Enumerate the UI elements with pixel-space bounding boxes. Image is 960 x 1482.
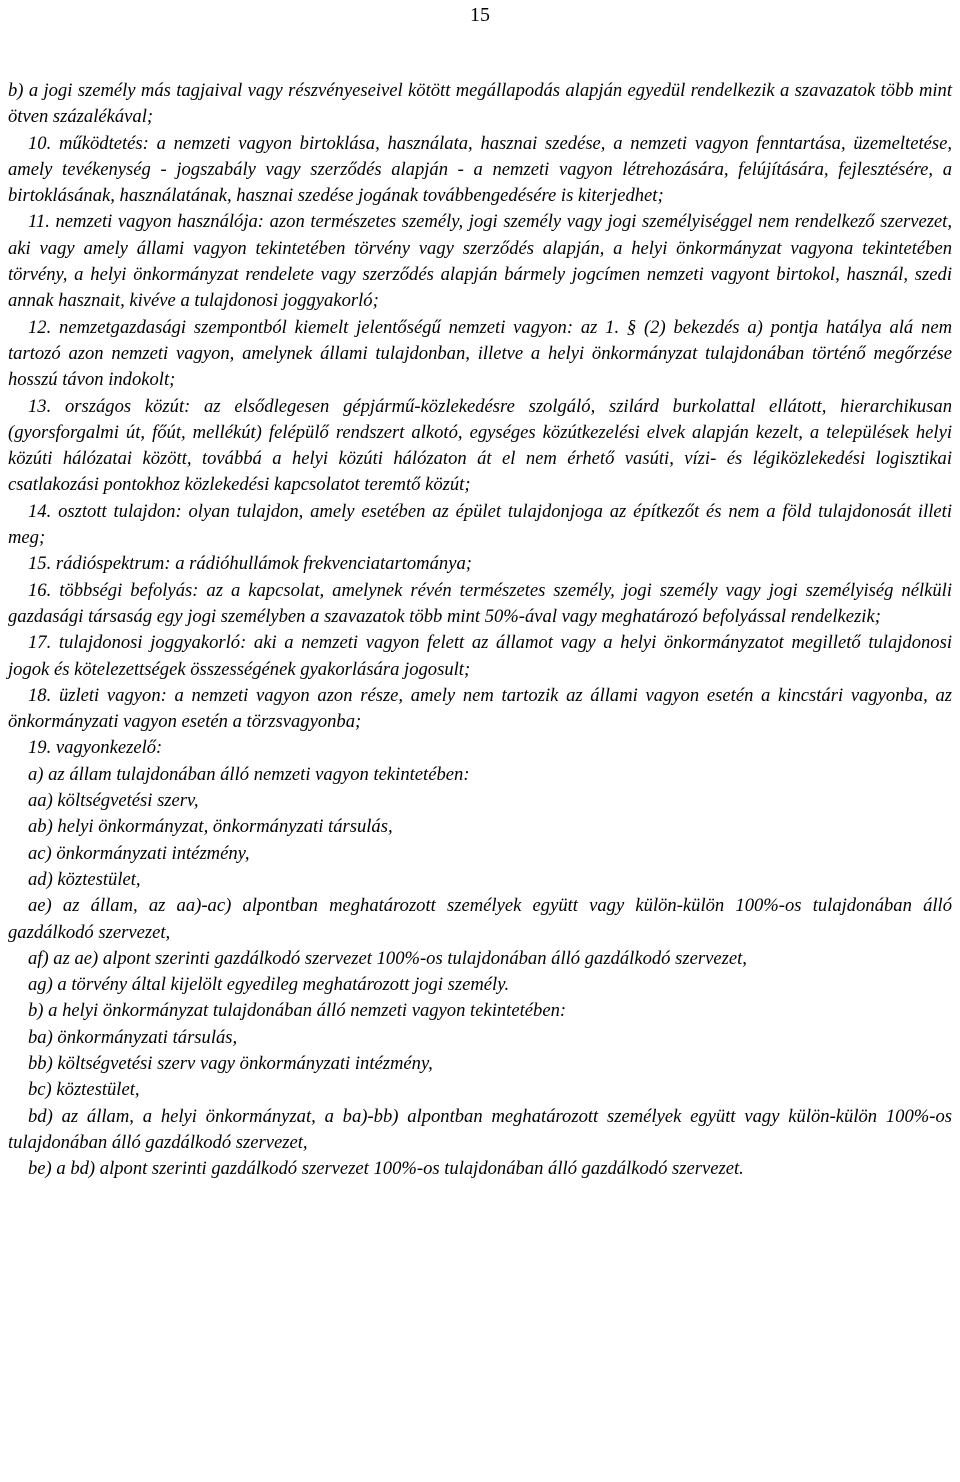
definition-19-a: a) az állam tulajdonában álló nemzeti vagyon tekintetében: [28, 763, 470, 785]
definition-12: 12. nemzetgazdasági szempontból kiemelt jelentőségű nemzeti vagyon: az 1. § (2) bekezdés a) pontja hatálya alá nem tartozó azon nemzeti vagyon, amelynek állami tulajdonban, illetve a helyi önkormányzat tulajdonában történő megőrzése hosszú távon indokolt; [8, 316, 952, 391]
definition-11: 11. nemzeti vagyon használója: azon természetes személy, jogi személy vagy jogi személyiséggel nem rendelkező szervezet, aki vagy amely állami vagyon tekintetében törvény vagy szerződés alapján, a helyi önkormányzat vagyona tekintetében törvény, a helyi önkormányzat rendelete vagy szerződés alapján bármely jogcímen nemzeti vagyont birtokol, használ, szedi annak hasznait, kivéve a tulajdonosi joggyakorló; [8, 211, 952, 312]
definition-19-ae: ae) az állam, az aa)-ac) alpontban meghatározott személyek együtt vagy külön-külön 100%-os tulajdonában álló gazdálkodó szervezet, [8, 895, 952, 943]
definition-18: 18. üzleti vagyon: a nemzeti vagyon azon része, amely nem tartozik az állami vagyon esetén a kincstári vagyonba, az önkormányzati vagyon esetén a törzsvagyonba; [8, 684, 952, 733]
definition-19-bd: bd) az állam, a helyi önkormányzat, a ba)-bb) alpontban meghatározott személyek együtt vagy külön-külön 100%-os tulajdonában álló gazdálkodó szervezet, [8, 1105, 952, 1153]
definition-19-b: b) a helyi önkormányzat tulajdonában álló nemzeti vagyon tekintetében: [28, 1000, 567, 1022]
definition-15: 15. rádióspektrum: a rádióhullámok frekvenciatartománya; [28, 553, 472, 575]
definition-10: 10. működtetés: a nemzeti vagyon birtoklása, használata, hasznai szedése, a nemzeti vagyon fenntartása, üzemeltetése, amely tevékenység - jogszabály vagy szerződés alapján - a nemzeti vagyon létrehozására, felújítására, fejlesztésére, a birtoklásának, használatának, hasznai szedése jogának továbbengedésére is kiterjedhet; [8, 132, 952, 207]
definition-19-aa: aa) költségvetési szerv, [28, 790, 199, 812]
paragraph-b-tobbseg: b) a jogi személy más tagjaival vagy részvényeseivel kötött megállapodás alapján egyedül rendelkezik a szavazatok több mint ötven százalékával; [8, 80, 952, 128]
definition-19-ag: ag) a törvény által kijelölt egyedileg meghatározott jogi személy. [28, 974, 510, 996]
definition-19-ac: ac) önkormányzati intézmény, [28, 842, 250, 864]
definition-19-ad: ad) köztestület, [28, 868, 141, 890]
document-body [8, 78, 952, 1182]
definition-17: 17. tulajdonosi joggyakorló: aki a nemzeti vagyon felett az államot vagy a helyi önkormányzatot megillető tulajdonosi jogok és kötelezettségek összességének gyakorlására jogosult; [8, 632, 952, 680]
definition-13: 13. országos közút: az elsődlegesen gépjármű-közlekedésre szolgáló, szilárd burkolattal ellátott, hierarchikusan (gyorsforgalmi út, főút, mellékút) felépülő rendszert alkotó, egységes közútkezelési elvek alapján kezelt, a települések helyi közúti hálózatai között, továbbá a helyi közúti hálózaton át el nem érhető vasúti, vízi- és légiközlekedési logisztikai csatlakozási pontokhoz közlekedési kapcsolatot teremtő közút; [8, 395, 952, 496]
definition-19: 19. vagyonkezelő: [28, 737, 163, 759]
definition-19-af: af) az ae) alpont szerinti gazdálkodó szervezet 100%-os tulajdonában álló gazdálkodó szervezet, [28, 947, 747, 969]
definition-19-be: be) a bd) alpont szerinti gazdálkodó szervezet 100%-os tulajdonában álló gazdálkodó szervezet. [28, 1158, 744, 1180]
definition-19-ab: ab) helyi önkormányzat, önkormányzati társulás, [28, 816, 393, 838]
definition-19-bc: bc) köztestület, [28, 1079, 140, 1101]
page-number: 15 [470, 4, 490, 26]
definition-16: 16. többségi befolyás: az a kapcsolat, amelynek révén természetes személy, jogi személy vagy jogi személyiség nélküli gazdasági társaság egy jogi személyben a szavazatok több mint 50%-ával vagy meghatározó befolyással rendelkezik; [8, 579, 952, 627]
definition-19-ba: ba) önkormányzati társulás, [28, 1026, 238, 1048]
definition-14: 14. osztott tulajdon: olyan tulajdon, amely esetében az épület tulajdonjoga az építkezőt és nem a föld tulajdonosát illeti meg; [8, 500, 952, 549]
definition-19-bb: bb) költségvetési szerv vagy önkormányzati intézmény, [28, 1052, 433, 1074]
